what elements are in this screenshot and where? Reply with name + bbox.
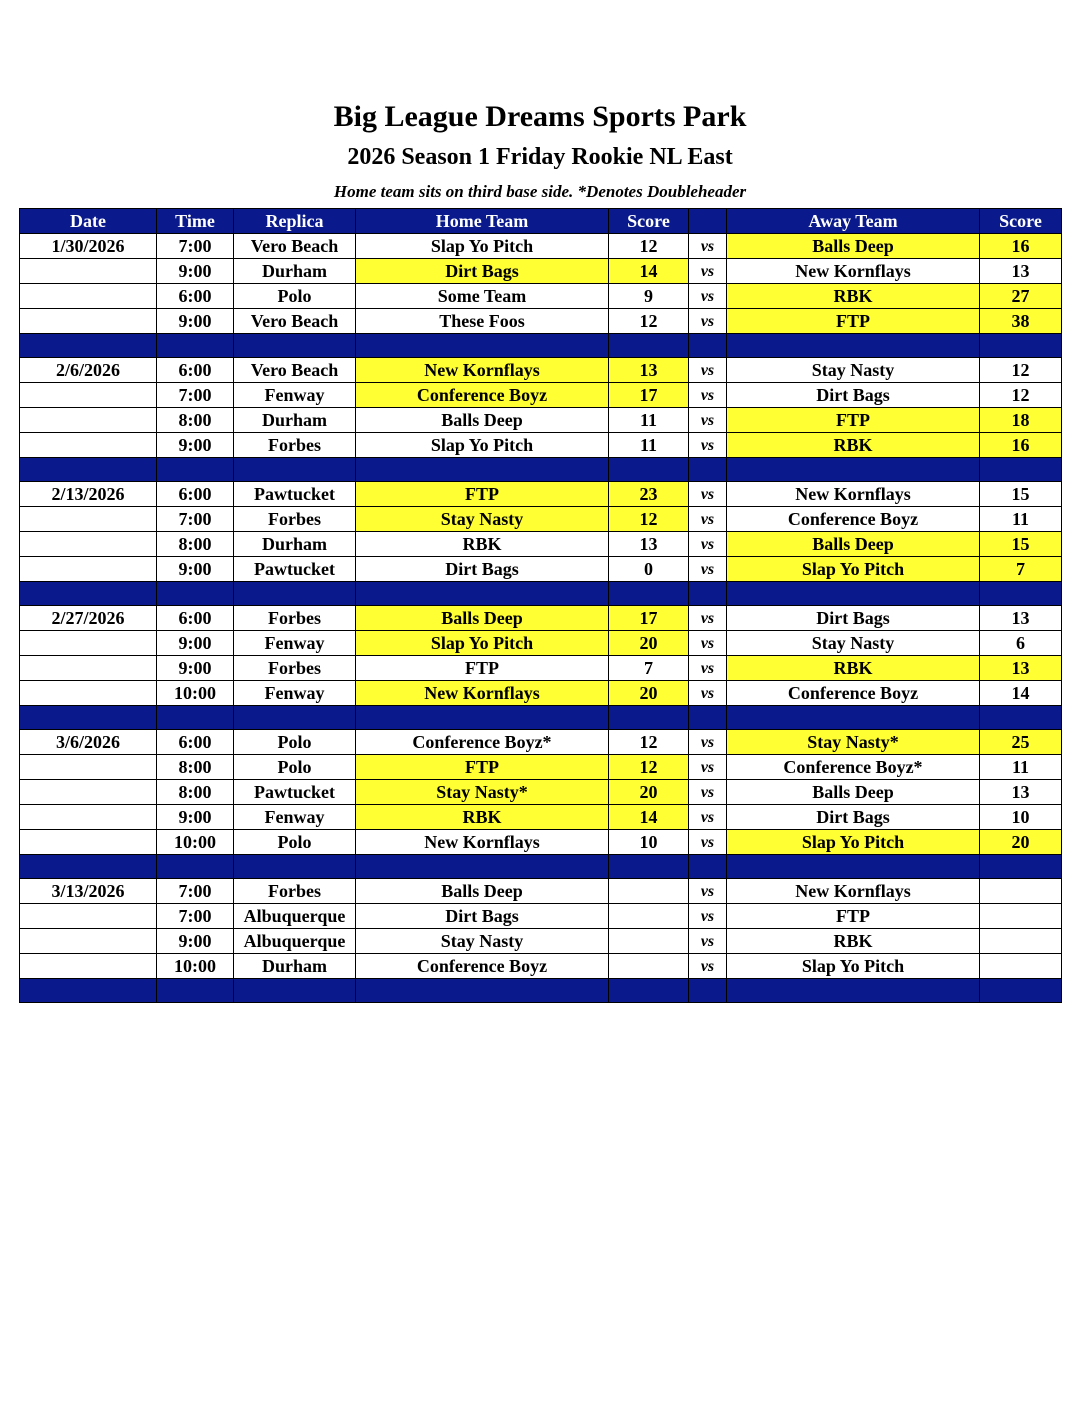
home-score	[609, 954, 689, 979]
game-date: 1/30/2026	[20, 234, 157, 259]
vs-label: vs	[689, 805, 727, 830]
table-row	[20, 681, 1062, 706]
game-date	[20, 284, 157, 309]
game-date	[20, 631, 157, 656]
header-date: Date	[20, 209, 157, 234]
away-score	[980, 904, 1062, 929]
table-row	[20, 259, 1062, 284]
home-team: Dirt Bags	[356, 259, 609, 284]
week-separator-row	[20, 706, 1062, 730]
away-score: 10	[980, 805, 1062, 830]
game-date	[20, 830, 157, 855]
table-row	[20, 408, 1062, 433]
home-score	[609, 929, 689, 954]
game-replica: Fenway	[234, 805, 356, 830]
separator-cell	[609, 334, 689, 358]
game-replica: Polo	[234, 284, 356, 309]
home-team: Conference Boyz	[356, 954, 609, 979]
schedule-table	[19, 208, 1062, 1003]
home-team: New Kornflays	[356, 358, 609, 383]
home-score: 12	[609, 309, 689, 334]
separator-cell	[727, 979, 980, 1003]
home-score: 20	[609, 681, 689, 706]
table-row	[20, 830, 1062, 855]
home-team: Stay Nasty*	[356, 780, 609, 805]
away-team: New Kornflays	[727, 482, 980, 507]
table-row	[20, 433, 1062, 458]
away-score: 12	[980, 358, 1062, 383]
vs-label: vs	[689, 383, 727, 408]
away-team: RBK	[727, 929, 980, 954]
separator-cell	[727, 582, 980, 606]
table-row	[20, 358, 1062, 383]
separator-cell	[356, 706, 609, 730]
away-score: 38	[980, 309, 1062, 334]
away-team: FTP	[727, 309, 980, 334]
vs-label: vs	[689, 259, 727, 284]
game-date	[20, 681, 157, 706]
vs-label: vs	[689, 234, 727, 259]
home-score: 20	[609, 780, 689, 805]
away-score: 13	[980, 606, 1062, 631]
separator-cell	[20, 855, 157, 879]
separator-cell	[727, 334, 980, 358]
away-score: 27	[980, 284, 1062, 309]
away-team: Balls Deep	[727, 234, 980, 259]
game-date	[20, 532, 157, 557]
game-date: 2/13/2026	[20, 482, 157, 507]
game-replica: Pawtucket	[234, 482, 356, 507]
away-team: Slap Yo Pitch	[727, 557, 980, 582]
separator-cell	[727, 458, 980, 482]
separator-cell	[356, 582, 609, 606]
home-team: RBK	[356, 532, 609, 557]
home-score: 7	[609, 656, 689, 681]
away-score: 13	[980, 259, 1062, 284]
separator-cell	[20, 458, 157, 482]
vs-label: vs	[689, 730, 727, 755]
vs-label: vs	[689, 954, 727, 979]
away-score: 25	[980, 730, 1062, 755]
table-row	[20, 631, 1062, 656]
away-score: 14	[980, 681, 1062, 706]
game-time: 9:00	[157, 929, 234, 954]
home-score: 20	[609, 631, 689, 656]
home-team: Slap Yo Pitch	[356, 631, 609, 656]
separator-cell	[157, 582, 234, 606]
home-score	[609, 879, 689, 904]
away-team: Conference Boyz	[727, 681, 980, 706]
away-team: New Kornflays	[727, 259, 980, 284]
game-replica: Vero Beach	[234, 234, 356, 259]
game-date: 3/13/2026	[20, 879, 157, 904]
table-row	[20, 482, 1062, 507]
table-row	[20, 954, 1062, 979]
game-replica: Polo	[234, 730, 356, 755]
game-time: 8:00	[157, 755, 234, 780]
separator-cell	[689, 979, 727, 1003]
game-time: 9:00	[157, 259, 234, 284]
vs-label: vs	[689, 408, 727, 433]
away-score: 11	[980, 755, 1062, 780]
away-score: 6	[980, 631, 1062, 656]
game-date	[20, 780, 157, 805]
away-score: 20	[980, 830, 1062, 855]
vs-label: vs	[689, 606, 727, 631]
week-separator-row	[20, 582, 1062, 606]
home-score: 14	[609, 805, 689, 830]
separator-cell	[689, 334, 727, 358]
table-header-row	[20, 209, 1062, 234]
separator-cell	[980, 706, 1062, 730]
separator-cell	[727, 855, 980, 879]
game-time: 7:00	[157, 507, 234, 532]
game-date	[20, 656, 157, 681]
vs-label: vs	[689, 482, 727, 507]
game-replica: Forbes	[234, 606, 356, 631]
game-date	[20, 904, 157, 929]
game-time: 6:00	[157, 358, 234, 383]
separator-cell	[234, 582, 356, 606]
vs-label: vs	[689, 830, 727, 855]
home-score: 12	[609, 755, 689, 780]
week-separator-row	[20, 334, 1062, 358]
table-row	[20, 780, 1062, 805]
separator-cell	[157, 334, 234, 358]
away-score: 16	[980, 234, 1062, 259]
separator-cell	[20, 706, 157, 730]
game-date	[20, 929, 157, 954]
game-replica: Albuquerque	[234, 904, 356, 929]
table-row	[20, 309, 1062, 334]
game-time: 10:00	[157, 830, 234, 855]
page-title: Big League Dreams Sports Park	[333, 100, 747, 133]
game-time: 9:00	[157, 805, 234, 830]
home-team: Stay Nasty	[356, 507, 609, 532]
table-row	[20, 805, 1062, 830]
separator-cell	[727, 706, 980, 730]
game-replica: Forbes	[234, 433, 356, 458]
home-score: 11	[609, 433, 689, 458]
game-time: 9:00	[157, 631, 234, 656]
game-time: 6:00	[157, 482, 234, 507]
game-time: 7:00	[157, 904, 234, 929]
home-team: FTP	[356, 755, 609, 780]
vs-label: vs	[689, 879, 727, 904]
vs-label: vs	[689, 309, 727, 334]
away-team: Stay Nasty	[727, 358, 980, 383]
separator-cell	[234, 855, 356, 879]
game-date	[20, 557, 157, 582]
game-date	[20, 954, 157, 979]
away-score: 13	[980, 780, 1062, 805]
game-replica: Fenway	[234, 383, 356, 408]
game-date	[20, 259, 157, 284]
game-replica: Fenway	[234, 631, 356, 656]
game-replica: Pawtucket	[234, 780, 356, 805]
vs-label: vs	[689, 532, 727, 557]
home-team: Conference Boyz*	[356, 730, 609, 755]
game-time: 8:00	[157, 532, 234, 557]
away-score: 16	[980, 433, 1062, 458]
separator-cell	[980, 458, 1062, 482]
separator-cell	[157, 979, 234, 1003]
separator-cell	[609, 979, 689, 1003]
away-team: RBK	[727, 656, 980, 681]
week-separator-row	[20, 458, 1062, 482]
table-row	[20, 532, 1062, 557]
header-replica: Replica	[234, 209, 356, 234]
game-replica: Forbes	[234, 879, 356, 904]
page-subtitle: 2026 Season 1 Friday Rookie NL East	[347, 144, 733, 170]
away-team: Balls Deep	[727, 780, 980, 805]
header-away-score: Score	[980, 209, 1062, 234]
home-score: 17	[609, 606, 689, 631]
header-home-score: Score	[609, 209, 689, 234]
week-separator-row	[20, 979, 1062, 1003]
separator-cell	[356, 458, 609, 482]
away-team: Dirt Bags	[727, 383, 980, 408]
away-team: New Kornflays	[727, 879, 980, 904]
away-team: Slap Yo Pitch	[727, 830, 980, 855]
game-date	[20, 309, 157, 334]
separator-cell	[980, 979, 1062, 1003]
vs-label: vs	[689, 755, 727, 780]
table-row	[20, 507, 1062, 532]
game-time: 10:00	[157, 681, 234, 706]
away-team: Dirt Bags	[727, 805, 980, 830]
game-time: 6:00	[157, 730, 234, 755]
separator-cell	[980, 582, 1062, 606]
home-team: FTP	[356, 482, 609, 507]
game-replica: Vero Beach	[234, 358, 356, 383]
game-replica: Polo	[234, 830, 356, 855]
game-time: 7:00	[157, 234, 234, 259]
separator-cell	[689, 458, 727, 482]
game-date: 3/6/2026	[20, 730, 157, 755]
away-team: Slap Yo Pitch	[727, 954, 980, 979]
separator-cell	[689, 582, 727, 606]
game-time: 7:00	[157, 879, 234, 904]
separator-cell	[356, 334, 609, 358]
week-separator-row	[20, 855, 1062, 879]
separator-cell	[609, 706, 689, 730]
schedule-body	[20, 234, 1062, 1003]
separator-cell	[980, 855, 1062, 879]
game-date	[20, 755, 157, 780]
separator-cell	[980, 334, 1062, 358]
away-team: Balls Deep	[727, 532, 980, 557]
separator-cell	[234, 334, 356, 358]
game-date: 2/6/2026	[20, 358, 157, 383]
game-time: 10:00	[157, 954, 234, 979]
away-team: Stay Nasty	[727, 631, 980, 656]
table-row	[20, 879, 1062, 904]
game-replica: Durham	[234, 532, 356, 557]
table-row	[20, 234, 1062, 259]
header-time: Time	[157, 209, 234, 234]
vs-label: vs	[689, 507, 727, 532]
away-team: Conference Boyz	[727, 507, 980, 532]
separator-cell	[157, 458, 234, 482]
separator-cell	[689, 706, 727, 730]
game-replica: Fenway	[234, 681, 356, 706]
home-team: Some Team	[356, 284, 609, 309]
home-team: Dirt Bags	[356, 557, 609, 582]
table-row	[20, 730, 1062, 755]
home-team: FTP	[356, 656, 609, 681]
table-row	[20, 557, 1062, 582]
game-date	[20, 433, 157, 458]
away-score: 11	[980, 507, 1062, 532]
separator-cell	[20, 582, 157, 606]
separator-cell	[356, 855, 609, 879]
home-score: 14	[609, 259, 689, 284]
away-team: FTP	[727, 904, 980, 929]
table-row	[20, 929, 1062, 954]
game-replica: Durham	[234, 408, 356, 433]
home-score: 12	[609, 730, 689, 755]
separator-cell	[234, 979, 356, 1003]
table-row	[20, 284, 1062, 309]
game-replica: Forbes	[234, 507, 356, 532]
separator-cell	[20, 334, 157, 358]
table-row	[20, 904, 1062, 929]
home-score: 12	[609, 234, 689, 259]
vs-label: vs	[689, 557, 727, 582]
away-score: 15	[980, 482, 1062, 507]
vs-label: vs	[689, 780, 727, 805]
game-time: 9:00	[157, 433, 234, 458]
game-date: 2/27/2026	[20, 606, 157, 631]
away-score: 13	[980, 656, 1062, 681]
home-team: Slap Yo Pitch	[356, 234, 609, 259]
game-date	[20, 805, 157, 830]
away-team: FTP	[727, 408, 980, 433]
game-replica: Pawtucket	[234, 557, 356, 582]
game-replica: Polo	[234, 755, 356, 780]
header-vs	[689, 209, 727, 234]
game-replica: Albuquerque	[234, 929, 356, 954]
vs-label: vs	[689, 433, 727, 458]
home-team: RBK	[356, 805, 609, 830]
away-score: 15	[980, 532, 1062, 557]
header-home-team: Home Team	[356, 209, 609, 234]
game-time: 9:00	[157, 557, 234, 582]
separator-cell	[609, 458, 689, 482]
separator-cell	[234, 458, 356, 482]
home-score	[609, 904, 689, 929]
home-team: New Kornflays	[356, 681, 609, 706]
vs-label: vs	[689, 904, 727, 929]
game-date	[20, 408, 157, 433]
separator-cell	[609, 855, 689, 879]
game-time: 9:00	[157, 656, 234, 681]
home-score: 13	[609, 532, 689, 557]
away-score	[980, 879, 1062, 904]
home-score: 13	[609, 358, 689, 383]
separator-cell	[157, 855, 234, 879]
table-row	[20, 755, 1062, 780]
home-score: 12	[609, 507, 689, 532]
separator-cell	[689, 855, 727, 879]
home-team: Slap Yo Pitch	[356, 433, 609, 458]
vs-label: vs	[689, 929, 727, 954]
home-team: Balls Deep	[356, 879, 609, 904]
home-team: New Kornflays	[356, 830, 609, 855]
game-time: 7:00	[157, 383, 234, 408]
away-team: Dirt Bags	[727, 606, 980, 631]
table-row	[20, 383, 1062, 408]
home-score: 10	[609, 830, 689, 855]
game-time: 6:00	[157, 606, 234, 631]
away-score	[980, 929, 1062, 954]
away-score	[980, 954, 1062, 979]
away-score: 12	[980, 383, 1062, 408]
header-away-team: Away Team	[727, 209, 980, 234]
game-time: 8:00	[157, 780, 234, 805]
home-team: Conference Boyz	[356, 383, 609, 408]
game-time: 6:00	[157, 284, 234, 309]
table-row	[20, 656, 1062, 681]
away-team: Stay Nasty*	[727, 730, 980, 755]
game-time: 8:00	[157, 408, 234, 433]
away-team: RBK	[727, 433, 980, 458]
separator-cell	[356, 979, 609, 1003]
game-replica: Forbes	[234, 656, 356, 681]
vs-label: vs	[689, 284, 727, 309]
vs-label: vs	[689, 358, 727, 383]
separator-cell	[609, 582, 689, 606]
away-score: 7	[980, 557, 1062, 582]
game-time: 9:00	[157, 309, 234, 334]
schedule-note: Home team sits on third base side. *Denotes Doubleheader	[333, 182, 747, 201]
separator-cell	[234, 706, 356, 730]
vs-label: vs	[689, 656, 727, 681]
game-replica: Durham	[234, 259, 356, 284]
vs-label: vs	[689, 681, 727, 706]
separator-cell	[20, 979, 157, 1003]
game-replica: Durham	[234, 954, 356, 979]
home-team: Balls Deep	[356, 606, 609, 631]
home-team: Dirt Bags	[356, 904, 609, 929]
away-team: Conference Boyz*	[727, 755, 980, 780]
home-team: Balls Deep	[356, 408, 609, 433]
game-date	[20, 383, 157, 408]
home-team: Stay Nasty	[356, 929, 609, 954]
home-score: 9	[609, 284, 689, 309]
home-score: 0	[609, 557, 689, 582]
away-team: RBK	[727, 284, 980, 309]
separator-cell	[157, 706, 234, 730]
home-team: These Foos	[356, 309, 609, 334]
home-score: 17	[609, 383, 689, 408]
game-replica: Vero Beach	[234, 309, 356, 334]
home-score: 23	[609, 482, 689, 507]
vs-label: vs	[689, 631, 727, 656]
away-score: 18	[980, 408, 1062, 433]
home-score: 11	[609, 408, 689, 433]
table-row	[20, 606, 1062, 631]
game-date	[20, 507, 157, 532]
